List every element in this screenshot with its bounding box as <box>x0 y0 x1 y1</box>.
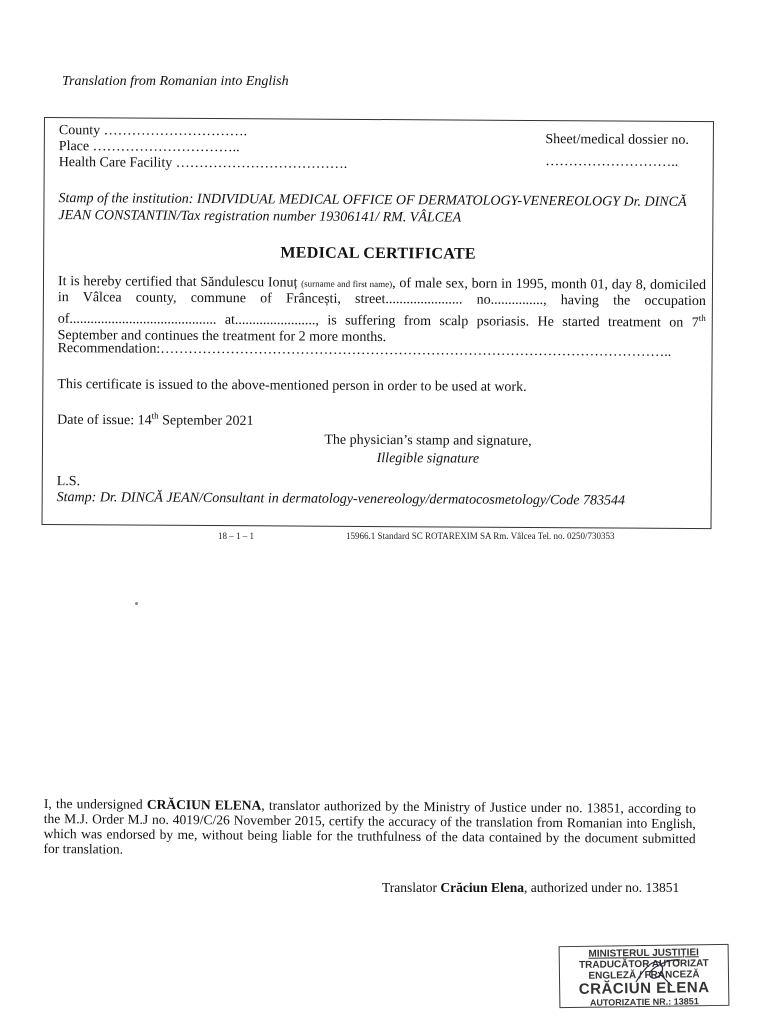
seal-line-authorization: AUTORIZAȚIE NR.: 13851 <box>589 996 699 1008</box>
dossier-field <box>545 129 689 174</box>
issued-purpose-text: This certificate is issued to the above-mentioned person in order to be used at work. <box>57 377 527 395</box>
illegible-signature: Illegible signature <box>376 451 480 467</box>
medical-certificate-box <box>42 117 714 529</box>
speck-mark <box>135 602 138 605</box>
translator-signature-line <box>382 880 679 896</box>
ls-mark: L.S. <box>56 474 81 490</box>
seal-line-title: TRADUCĂTOR AUTORIZAT <box>578 958 709 971</box>
translator-prefix: Translator <box>382 880 441 895</box>
handwritten-signature <box>628 952 688 992</box>
date-superscript: th <box>151 410 159 421</box>
health-care-facility-field: Health Care Facility ………………………………. <box>58 155 348 172</box>
seal-line-ministry: MINISTERUL JUSTIȚIEI <box>588 947 699 960</box>
county-field: County …………………………. <box>58 123 248 140</box>
declaration-part-1: I, the undersigned <box>43 796 147 812</box>
date-prefix: Date of issue: 14 <box>57 412 152 429</box>
seal-line-languages: ENGLEZĂ / FRANCEZĂ <box>588 969 700 982</box>
institution-stamp-text: Stamp of the institution: INDIVIDUAL MEDICAL OFFICE OF DERMATOLOGY-VENEREOLOGY Dr. DINCĂ JEAN CONSTANTIN/Tax registration number 19306141/ RM. VÂLCEA <box>58 191 687 226</box>
translator-name-bold: CRĂCIUN ELENA <box>146 796 262 813</box>
translation-note: Translation from Romanian into English <box>62 74 289 89</box>
body-part-2: , of male sex, born in 1995, month 01, day 8, domiciled in Vâlcea county, commune of Frâncești, street...................... no..............., having the occupation of.......................................... at......................., is suffering from scalp psoriasis. He started treatment on 7 <box>57 276 707 331</box>
date-of-issue <box>57 410 253 430</box>
body-part-3: September and continues the treatment for 2 more months. <box>57 327 387 345</box>
name-note: (surname and first name) <box>301 278 393 290</box>
body-part-1: It is hereby certified that Săndulescu Ionuț <box>57 274 302 291</box>
seal-line-name: CRĂCIUN ELENA <box>578 979 710 998</box>
body-superscript: th <box>698 313 706 324</box>
dossier-label: Sheet/medical dossier no. <box>545 132 689 148</box>
printer-info: 15966.1 Standard SC ROTAREXIM SA Rm. Vâlcea Tel. no. 0250/730353 <box>346 531 615 541</box>
physician-signature-block <box>303 432 553 470</box>
declaration-part-2: , translator authorized by the Ministry of Justice under no. 13851, according to the M.J. Order M.J no. 4019/C/26 November 2015, certify the accuracy of the translation from Romanian into English, which was endorsed by me, without being liable for the truthfulness of the data contained by the document submitted for translation. <box>43 797 696 857</box>
dossier-value: ……………………….. <box>545 154 679 170</box>
place-field: Place ………………………….. <box>58 139 240 156</box>
translator-declaration <box>44 796 696 861</box>
recommendation-line: Recommendation:……………………………………………………………………………………………….. <box>57 341 672 360</box>
date-suffix: September 2021 <box>158 413 254 429</box>
certificate-title: MEDICAL CERTIFICATE <box>280 244 476 263</box>
certificate-body <box>58 274 706 348</box>
form-code: 18 – 1 – 1 <box>218 531 254 541</box>
doctor-stamp-text: Stamp: Dr. DINCĂ JEAN/Consultant in dermatology-venereology/dermatocosmetology/Code 783544 <box>56 490 626 509</box>
physician-stamp-label: The physician’s stamp and signature, <box>324 432 532 449</box>
translator-suffix: , authorized under no. 13851 <box>524 880 680 895</box>
translator-name: Crăciun Elena <box>440 880 525 895</box>
